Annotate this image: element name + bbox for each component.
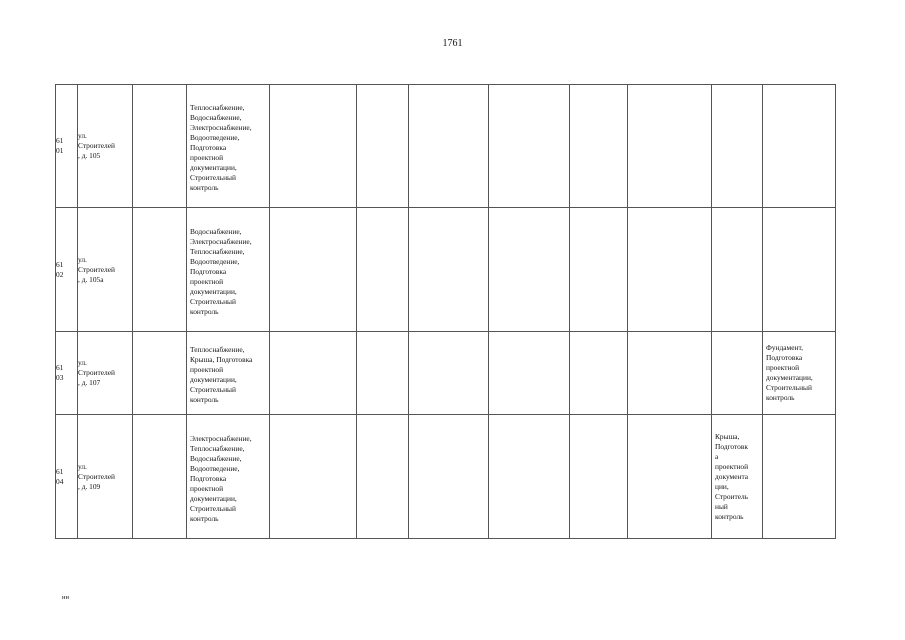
table-row <box>56 85 836 208</box>
row-number: 61 02 <box>56 259 64 279</box>
address-cell <box>78 415 133 539</box>
works-cell <box>187 415 270 539</box>
works-cell <box>187 332 270 415</box>
empty-cell <box>270 85 357 208</box>
empty-cell <box>133 85 187 208</box>
row-number-cell <box>56 415 78 539</box>
empty-cell <box>489 208 570 332</box>
empty-cell <box>133 415 187 539</box>
works-cell <box>187 208 270 332</box>
address-cell <box>78 85 133 208</box>
footer-mark: нн <box>62 594 69 601</box>
table-row <box>56 332 836 415</box>
works-text: Электроснабжение, Теплоснабжение, Водоснабжение, Водоотведение, Подготовка проектной документации, Строительный контроль <box>190 433 252 523</box>
empty-cell <box>357 415 409 539</box>
works-cell-last <box>763 208 836 332</box>
empty-cell <box>133 332 187 415</box>
empty-cell <box>357 208 409 332</box>
empty-cell <box>628 85 712 208</box>
empty-cell <box>357 85 409 208</box>
works-cell-last <box>763 332 836 415</box>
empty-cell <box>570 415 628 539</box>
last-works-text: Фундамент, Подготовка проектной документации, Строительный контроль <box>766 343 813 402</box>
works-text: Водоснабжение, Электроснабжение, Теплоснабжение, Водоотведение, Подготовка проектной документации, Строительный контроль <box>190 226 252 316</box>
empty-cell <box>489 415 570 539</box>
empty-cell <box>270 332 357 415</box>
empty-cell <box>628 415 712 539</box>
address-text: ул. Строителей , д. 109 <box>78 461 115 491</box>
table-row <box>56 208 836 332</box>
empty-cell <box>409 415 489 539</box>
works-cell-last <box>763 415 836 539</box>
works-text: Теплоснабжение, Водоснабжение, Электроснабжение, Водоотведение, Подготовка проектной документации, Строительный контроль <box>190 103 252 192</box>
table-row <box>56 415 836 539</box>
row-number: 61 03 <box>56 363 64 382</box>
address-text: ул. Строителей , д. 107 <box>78 358 115 387</box>
empty-cell <box>628 208 712 332</box>
empty-cell <box>133 208 187 332</box>
works-cell-late <box>712 415 763 539</box>
empty-cell <box>270 415 357 539</box>
row-number: 61 04 <box>56 466 64 486</box>
empty-cell <box>270 208 357 332</box>
row-number-cell <box>56 332 78 415</box>
row-number-cell <box>56 208 78 332</box>
address-cell <box>78 332 133 415</box>
page-number: 1761 <box>442 38 463 49</box>
works-cell-late <box>712 208 763 332</box>
empty-cell <box>489 85 570 208</box>
works-schedule-table <box>55 84 836 539</box>
empty-cell <box>570 332 628 415</box>
late-works-text: Крыша, Подготовк а проектной документа ции, Строитель ный контроль <box>715 431 749 521</box>
empty-cell <box>409 208 489 332</box>
address-text: ул. Строителей , д. 105 <box>78 131 115 160</box>
works-cell-late <box>712 332 763 415</box>
empty-cell <box>628 332 712 415</box>
empty-cell <box>489 332 570 415</box>
works-text: Теплоснабжение, Крыша, Подготовка проектной документации, Строительный контроль <box>190 345 253 404</box>
empty-cell <box>357 332 409 415</box>
address-text: ул. Строителей , д. 105а <box>78 254 115 284</box>
row-number: 61 01 <box>56 136 64 155</box>
row-number-cell <box>56 85 78 208</box>
works-cell-late <box>712 85 763 208</box>
empty-cell <box>409 332 489 415</box>
address-cell <box>78 208 133 332</box>
empty-cell <box>570 85 628 208</box>
works-cell <box>187 85 270 208</box>
works-cell-last <box>763 85 836 208</box>
empty-cell <box>409 85 489 208</box>
empty-cell <box>570 208 628 332</box>
